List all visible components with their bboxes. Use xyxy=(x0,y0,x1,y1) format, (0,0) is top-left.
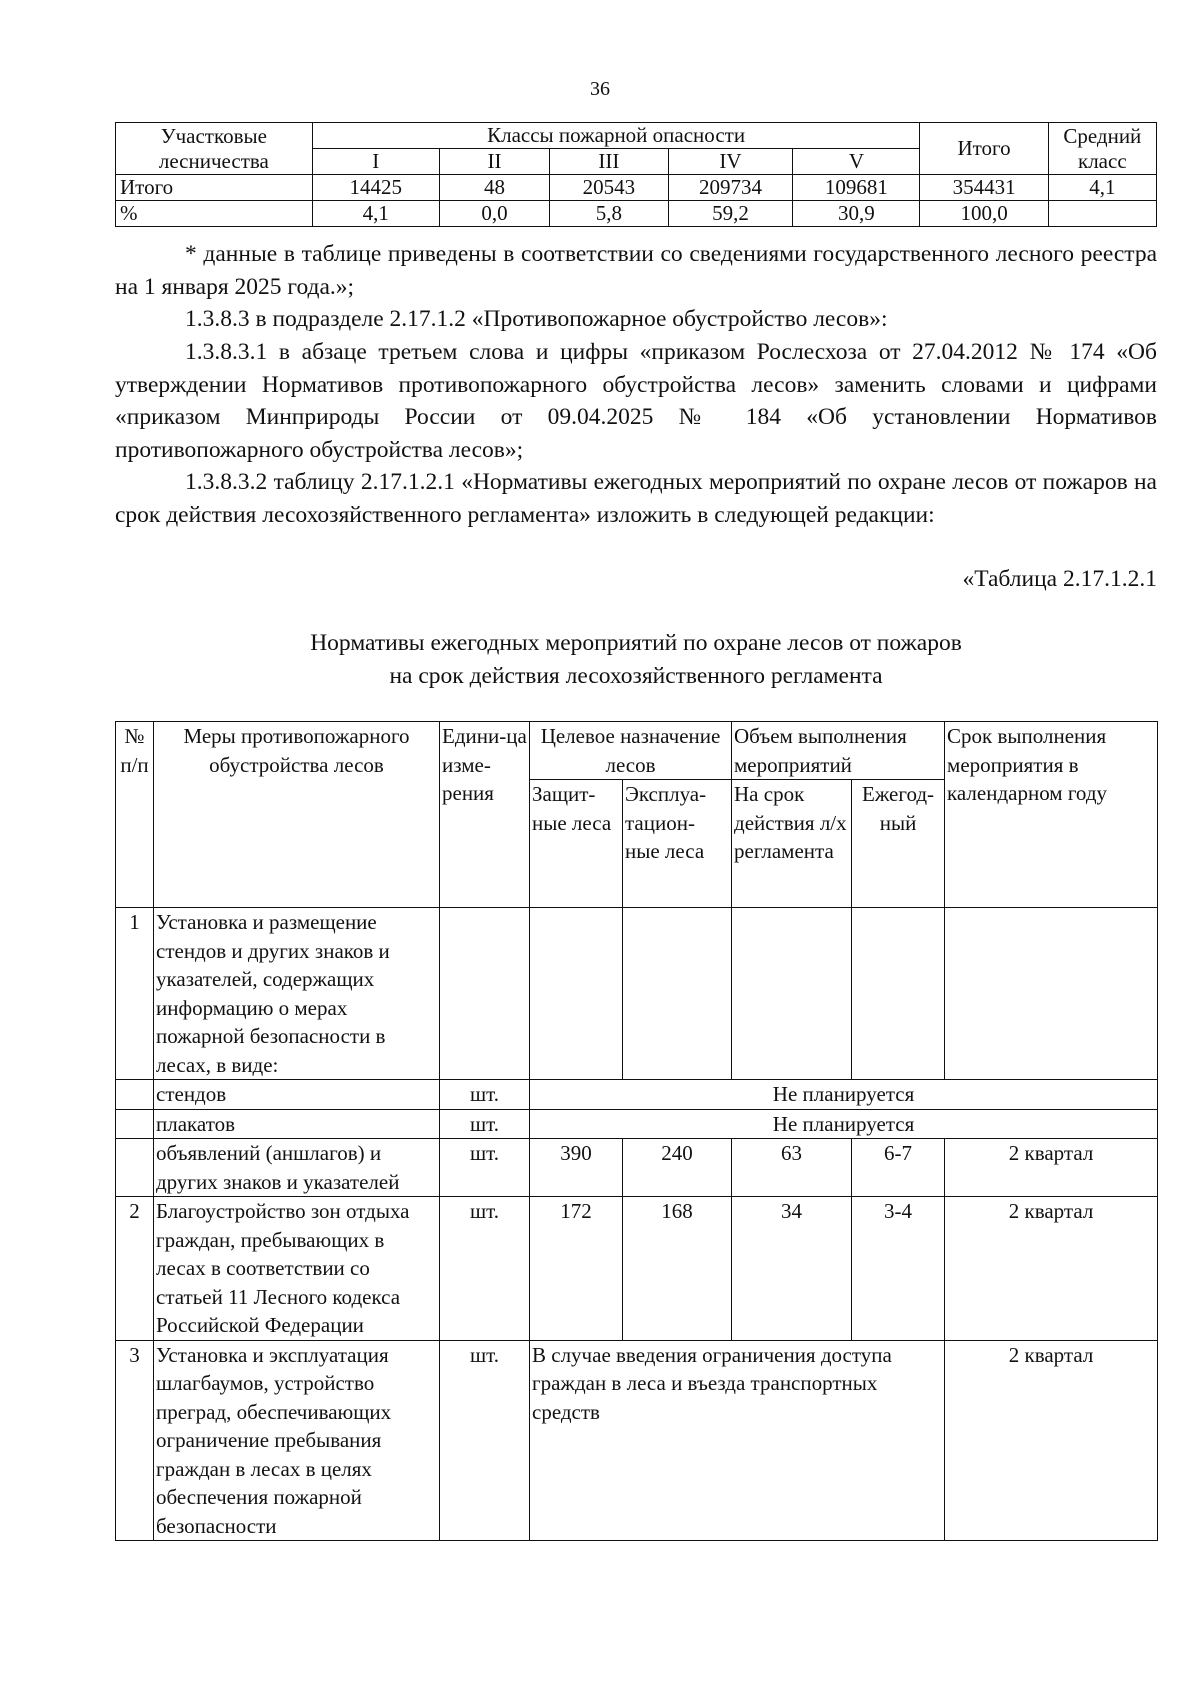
row-measure: объявлений (аншлагов) и других знаков и указателей xyxy=(154,1139,440,1197)
row-merged-note: Не планируется xyxy=(530,1109,1158,1139)
row-exploitation: 240 xyxy=(623,1139,732,1197)
cell-value: 109681 xyxy=(793,175,920,201)
cell-average: 4,1 xyxy=(1048,175,1156,201)
row-measure: плакатов xyxy=(154,1109,440,1139)
row-term: 2 квартал xyxy=(945,1139,1158,1197)
row-annual: 3-4 xyxy=(852,1197,945,1341)
page-number: 36 xyxy=(590,78,610,100)
header-period: На срок действия л/х регламента xyxy=(732,780,852,908)
cell-value: 5,8 xyxy=(550,201,668,227)
header-class: I xyxy=(312,149,439,175)
table-title xyxy=(115,627,1157,693)
header-term: Срок выполнения мероприятия в календарном году xyxy=(945,722,1158,908)
row-measure: Установка и размещение стендов и других знаков и указателей, содержащих информацию о мерах пожарной безопасности в лесах, в виде: xyxy=(154,908,440,1080)
row-number: 1 xyxy=(116,908,154,1080)
paragraph-table-edit: 1.3.8.3.2 таблицу 2.17.1.2.1 «Нормативы ежегодных мероприятий по охране лесов от пожаров на срок действия лесохозяйственного регламента» изложить в следующей редакции: xyxy=(115,469,1157,528)
header-class: IV xyxy=(668,149,793,175)
table-reference: «Таблица 2.17.1.2.1 xyxy=(962,566,1157,592)
table-row xyxy=(116,1340,1158,1541)
row-merged-note: В случае введения ограничения доступа граждан в леса и въезда транспортных средств xyxy=(530,1340,945,1541)
header-class: V xyxy=(793,149,920,175)
row-measure: Установка и эксплуатация шлагбаумов, устройство преград, обеспечивающих ограничение пребывания граждан в лесах в целях обеспечения пожарной безопасности xyxy=(154,1340,440,1541)
row-annual: 6-7 xyxy=(852,1139,945,1197)
cell-value: 20543 xyxy=(550,175,668,201)
fire-class-summary-table xyxy=(115,122,1157,227)
row-term: 2 квартал xyxy=(945,1340,1158,1541)
row-exploitation: 168 xyxy=(623,1197,732,1341)
row-unit: шт. xyxy=(440,1197,530,1341)
paragraph-subsection: 1.3.8.3 в подразделе 2.17.1.2 «Противопожарное обустройство лесов»: xyxy=(185,306,888,332)
table-title-line: на срок действия лесохозяйственного регламента xyxy=(389,663,883,689)
row-number: 3 xyxy=(116,1340,154,1541)
header-class: II xyxy=(439,149,550,175)
header-exploitation: Эксплуа-тацион-ные леса xyxy=(623,780,732,908)
row-label: % xyxy=(116,201,313,227)
row-protective: 172 xyxy=(530,1197,623,1341)
row-period: 34 xyxy=(732,1197,852,1341)
row-protective: 390 xyxy=(530,1139,623,1197)
header-average-class: Средний класс xyxy=(1048,123,1156,175)
cell-total: 100,0 xyxy=(920,201,1048,227)
fire-prevention-norms-table xyxy=(115,721,1158,1541)
cell-value: 209734 xyxy=(668,175,793,201)
footnote-paragraph: * данные в таблице приведены в соответствии со сведениями государственного лесного реестра на 1 января 2025 года.»; xyxy=(115,241,1157,300)
table-row xyxy=(116,201,1157,227)
header-volume: Объем выполнения мероприятий xyxy=(732,722,945,780)
cell-value: 14425 xyxy=(312,175,439,201)
table-row xyxy=(116,1109,1158,1139)
row-number: 2 xyxy=(116,1197,154,1341)
header-protective: Защит-ные леса xyxy=(530,780,623,908)
cell-value: 30,9 xyxy=(793,201,920,227)
row-unit: шт. xyxy=(440,1340,530,1541)
paragraph-replacement: 1.3.8.3.1 в абзаце третьем слова и цифры «приказом Рослесхоза от 27.04.2012 № 174 «Об утверждении Нормативов противопожарного обустройства лесов» заменить словами и цифрами «приказом Минприроды России от 09.04.2025 № 184 «Об установлении Нормативов противопожарного обустройства лесов»; xyxy=(115,339,1157,463)
cell-value: 0,0 xyxy=(439,201,550,227)
header-purpose: Целевое назначение лесов xyxy=(530,722,732,780)
cell-total: 354431 xyxy=(920,175,1048,201)
table-title-line: Нормативы ежегодных мероприятий по охране лесов от пожаров xyxy=(310,630,962,656)
table-row xyxy=(116,908,1158,1080)
row-measure: стендов xyxy=(154,1080,440,1110)
table-row xyxy=(116,1197,1158,1341)
row-unit: шт. xyxy=(440,1139,530,1197)
header-forestries: Участковые лесничества xyxy=(116,123,313,175)
header-number: № п/п xyxy=(116,722,154,908)
row-merged-note: Не планируется xyxy=(530,1080,1158,1110)
row-unit: шт. xyxy=(440,1080,530,1110)
row-period: 63 xyxy=(732,1139,852,1197)
row-measure: Благоустройство зон отдыха граждан, пребывающих в лесах в соответствии со статьей 11 Лесного кодекса Российской Федерации xyxy=(154,1197,440,1341)
header-total: Итого xyxy=(920,123,1048,175)
cell-value: 4,1 xyxy=(312,201,439,227)
table-row xyxy=(116,1139,1158,1197)
header-measures: Меры противопожарного обустройства лесов xyxy=(154,722,440,908)
row-label: Итого xyxy=(116,175,313,201)
header-class: III xyxy=(550,149,668,175)
header-annual: Ежегод-ный xyxy=(852,780,945,908)
table-row xyxy=(116,175,1157,201)
row-unit: шт. xyxy=(440,1109,530,1139)
header-unit: Едини-ца изме-рения xyxy=(440,722,530,908)
header-fire-classes: Классы пожарной опасности xyxy=(312,123,920,149)
cell-value: 59,2 xyxy=(668,201,793,227)
table-row xyxy=(116,1080,1158,1110)
row-term: 2 квартал xyxy=(945,1197,1158,1341)
cell-average xyxy=(1048,201,1156,227)
cell-value: 48 xyxy=(439,175,550,201)
